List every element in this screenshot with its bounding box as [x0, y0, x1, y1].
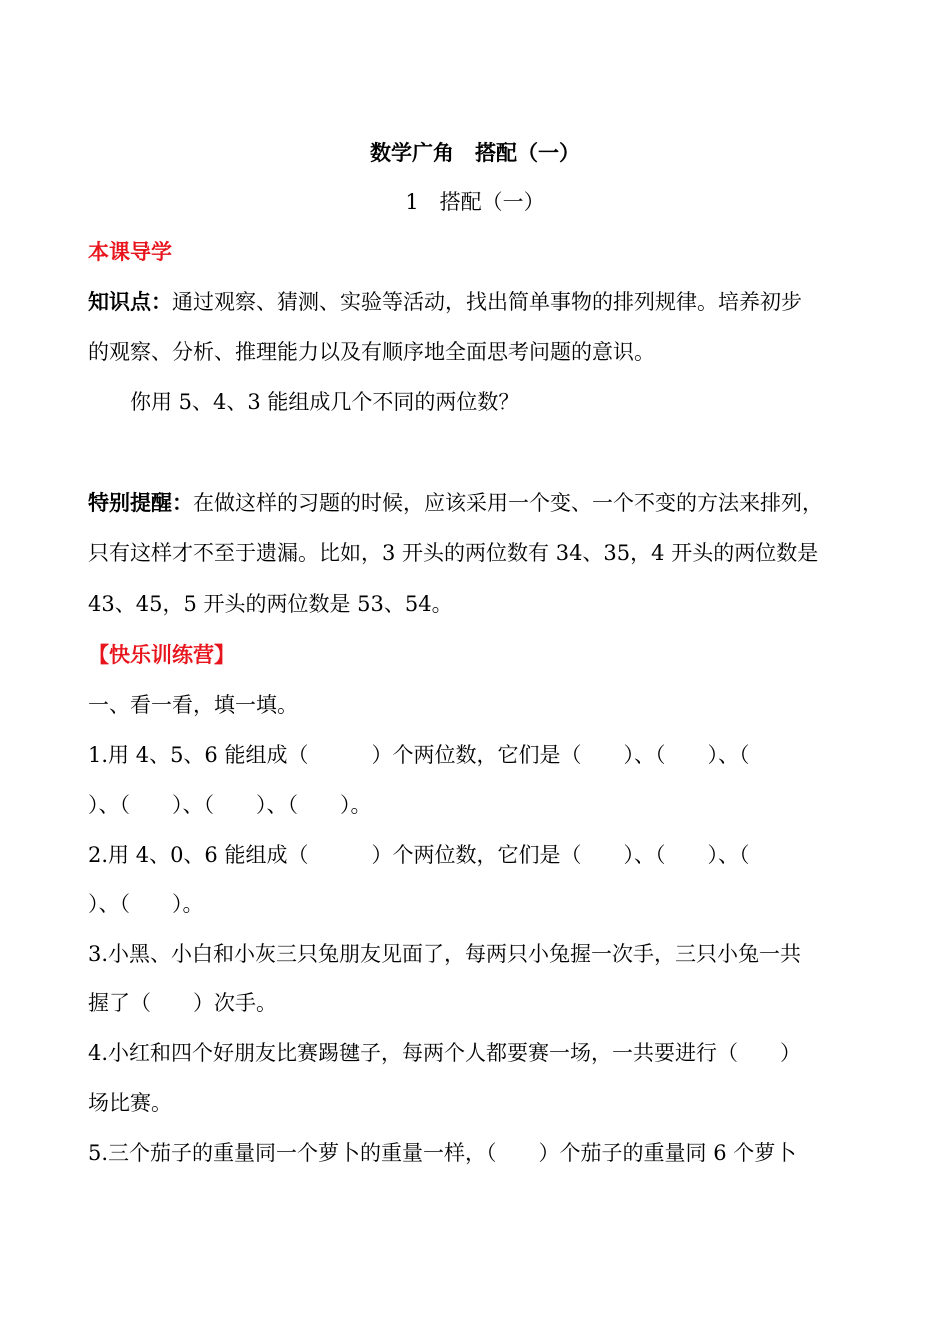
- page-subtitle: 1 搭配（一）: [405, 190, 545, 214]
- reminder-line-3: 43、45，5 开头的两位数是 53、54。: [88, 592, 453, 616]
- reminder-line-2: 只有这样才不至于遗漏。比如，3 开头的两位数有 34、35，4 开头的两位数是: [88, 541, 819, 565]
- question-4-line-2: 场比赛。: [88, 1091, 172, 1115]
- knowledge-question: 你用 5、4、3 能组成几个不同的两位数？: [130, 390, 520, 414]
- reminder-text-1: 在做这样的习题的时候，应该采用一个变、一个不变的方法来排列，: [193, 491, 823, 515]
- question-3-line-1: 3.小黑、小白和小灰三只兔朋友见面了，每两只小兔握一次手，三只小兔一共: [88, 942, 802, 966]
- knowledge-text-1: 通过观察、猜测、实验等活动，找出简单事物的排列规律。培养初步: [172, 290, 802, 314]
- question-4-line-1: 4.小红和四个好朋友比赛踢毽子，每两个人都要赛一场，一共要进行（ ）: [88, 1041, 802, 1065]
- part1-heading: 一、看一看，填一填。: [88, 693, 298, 717]
- question-2-line-2: ）、（ ）。: [88, 892, 204, 916]
- knowledge-label: 知识点：: [88, 290, 172, 314]
- page-title: 数学广角 搭配（一）: [370, 141, 580, 165]
- knowledge-line-2: 的观察、分析、推理能力以及有顺序地全面思考问题的意识。: [88, 340, 655, 364]
- section-guide-heading: 本课导学: [88, 240, 172, 264]
- question-5-line-1: 5.三个茄子的重量同一个萝卜的重量一样，（ ）个茄子的重量同 6 个萝卜: [88, 1141, 797, 1165]
- question-2-line-1: 2.用 4、0、6 能组成（ ）个两位数，它们是（ ）、（ ）、（: [88, 843, 750, 867]
- reminder-line-1: [88, 488, 868, 518]
- question-3-line-2: 握了（ ）次手。: [88, 991, 277, 1015]
- knowledge-line-1: [88, 287, 868, 317]
- section-training-heading: 【快乐训练营】: [88, 643, 235, 667]
- question-1-line-1: 1.用 4、5、6 能组成（ ）个两位数，它们是（ ）、（ ）、（: [88, 743, 750, 767]
- reminder-label: 特别提醒：: [88, 491, 193, 515]
- question-1-line-2: ）、（ ）、（ ）、（ ）。: [88, 793, 372, 817]
